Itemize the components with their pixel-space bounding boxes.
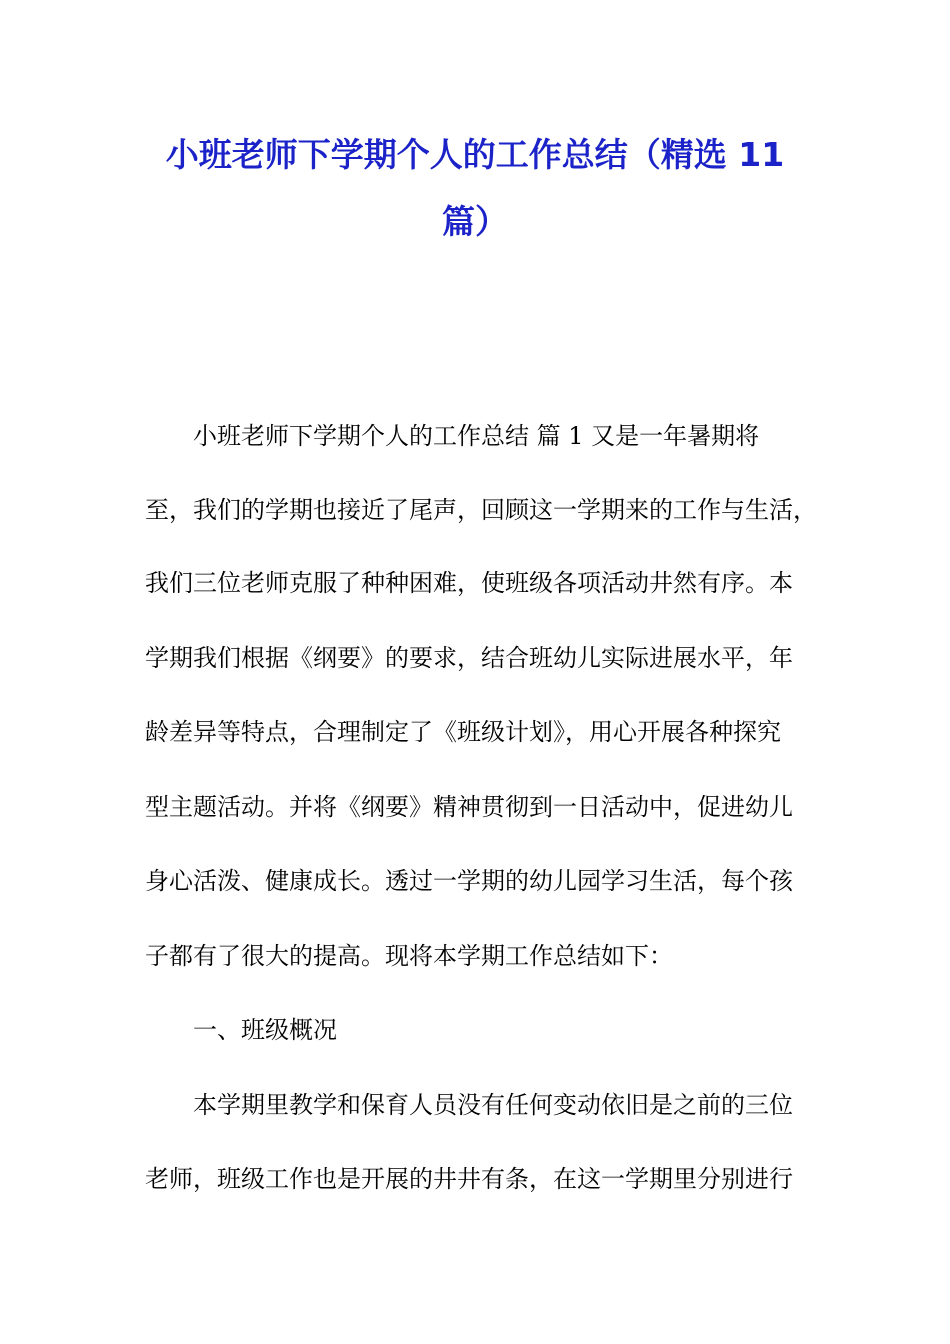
paragraph-1-line-4: 学期我们根据《纲要》的要求，结合班幼儿实际进展水平，年 [145,644,793,672]
paragraph-2-line-1: 本学期里教学和保育人员没有任何变动依旧是之前的三位 [193,1091,793,1119]
document-title-line-2: 篇） [442,202,508,241]
paragraph-1-line-7: 身心活泼、健康成长。透过一学期的幼儿园学习生活，每个孩 [145,867,793,895]
paragraph-1-line-3: 我们三位老师克服了种种困难，使班级各项活动井然有序。本 [145,569,793,597]
paragraph-1-line-8: 子都有了很大的提高。现将本学期工作总结如下： [145,942,673,970]
paragraph-1-line-5: 龄差异等特点，合理制定了《班级计划》，用心开展各种探究 [145,718,781,746]
paragraph-1-line-6: 型主题活动。并将《纲要》精神贯彻到一日活动中，促进幼儿 [145,793,793,821]
paragraph-1-line-2: 至，我们的学期也接近了尾声，回顾这一学期来的工作与生活， [145,496,817,524]
section-heading: 一、班级概况 [193,1016,337,1044]
paragraph-2-line-2: 老师，班级工作也是开展的井井有条，在这一学期里分别进行 [145,1165,793,1193]
document-title-line-1: 小班老师下学期个人的工作总结（精选 11 [165,135,785,174]
paragraph-1-line-1: 小班老师下学期个人的工作总结 篇 1 又是一年暑期将 [193,422,760,450]
